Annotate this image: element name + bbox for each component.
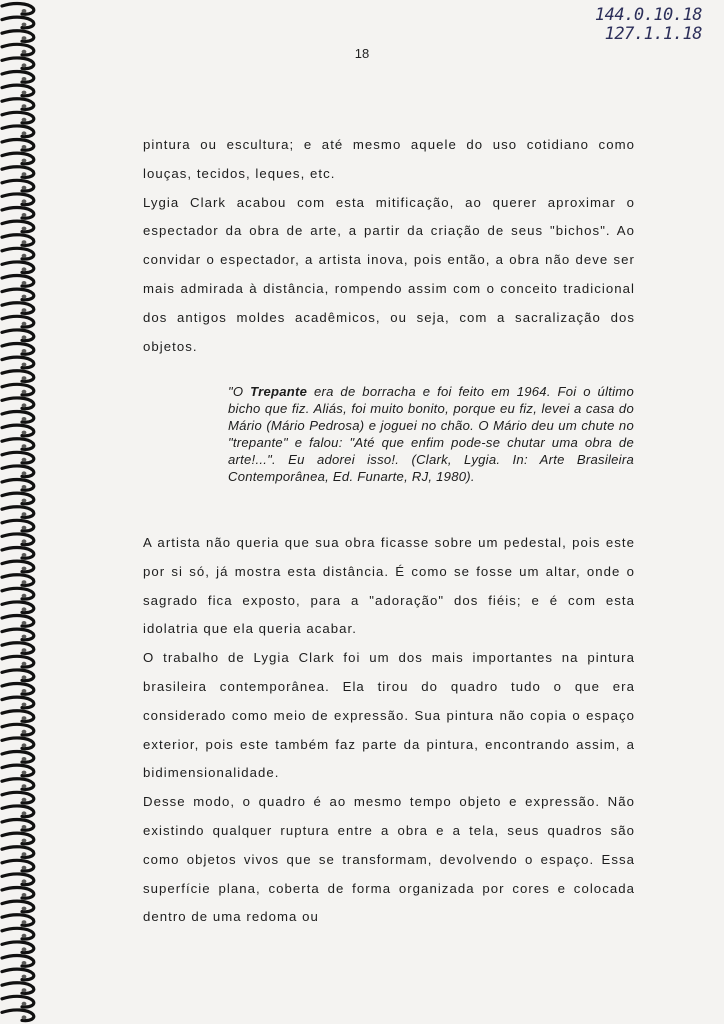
binding-hole <box>22 526 27 530</box>
binding-hole <box>22 635 27 639</box>
paragraph: Lygia Clark acabou com esta mitificação, ao querer aproximar o espectador da obra de arte, a partir da criação de seus "bichos". Ao convidar o espectador, a artista inova, pois então, a obra não deve ser mais admirada à distância, rompendo assim com o conceito tradicional dos antigos moldes acadêmicos, ou seja, com a sacralização dos objetos. <box>143 194 635 354</box>
binding-hole <box>22 471 27 475</box>
coil-loop <box>2 480 34 491</box>
coil-loop <box>2 901 34 912</box>
spiral-binding <box>0 0 40 1024</box>
coil-loop <box>2 738 34 749</box>
coil-loop <box>2 167 34 178</box>
coil-loop <box>2 874 34 885</box>
coil-loop <box>2 616 34 627</box>
binding-hole <box>22 227 27 231</box>
coil-loop <box>2 17 34 28</box>
binding-hole <box>22 267 27 271</box>
block-quote <box>228 383 634 486</box>
coil-loop <box>2 289 34 300</box>
binding-hole <box>22 23 27 27</box>
binding-hole <box>22 485 27 489</box>
coil-loop <box>2 575 34 586</box>
coil-loop <box>2 888 34 899</box>
binding-hole <box>22 104 27 108</box>
coil-loop <box>2 4 34 15</box>
binding-hole <box>22 91 27 95</box>
coil-loop <box>2 643 34 654</box>
coil-loop <box>2 72 34 83</box>
binding-hole <box>22 77 27 81</box>
coil-loop <box>2 520 34 531</box>
binding-hole <box>22 376 27 380</box>
page-number: 18 <box>354 46 370 61</box>
binding-hole <box>22 322 27 326</box>
binding-hole <box>22 295 27 299</box>
binding-hole <box>22 213 27 217</box>
binding-hole <box>22 240 27 244</box>
coil-loop <box>2 996 34 1007</box>
binding-hole <box>22 961 27 965</box>
coil-loop <box>2 670 34 681</box>
binding-hole <box>22 417 27 421</box>
binding-hole <box>22 281 27 285</box>
binding-hole <box>22 63 27 67</box>
coil-loop <box>2 534 34 545</box>
coil-loop <box>2 765 34 776</box>
coil-loop <box>2 425 34 436</box>
binding-hole <box>22 9 27 13</box>
binding-hole <box>22 784 27 788</box>
paragraph: Desse modo, o quadro é ao mesmo tempo objeto e expressão. Não existindo qualquer ruptura entre a obra e a tela, seus quadros são como objetos vivos que se transformam, devolvendo o espaço. Essa superfície plana, coberta de forma organizada por cores e colocada dentro de uma redoma ou <box>143 794 635 925</box>
coil-loop <box>2 344 34 355</box>
coil-loop <box>2 1010 34 1021</box>
binding-hole <box>22 118 27 122</box>
binding-hole <box>22 499 27 503</box>
coil-loop <box>2 194 34 205</box>
quote-bold-term: Trepante <box>250 384 308 399</box>
coil-loop <box>2 684 34 695</box>
coil-loop <box>2 398 34 409</box>
coil-loop <box>2 806 34 817</box>
coil-loop <box>2 779 34 790</box>
coil-loop <box>2 248 34 259</box>
binding-hole <box>22 920 27 924</box>
coil-loop <box>2 847 34 858</box>
binding-hole <box>22 199 27 203</box>
quote-text: era de borracha e foi feito em 1964. Foi o último bicho que fiz. Aliás, foi muito bonito, porque eu fiz, levei a casa do Mário (Mário Pedrosa) e joguei no chão. O Mário deu um chute no "trepante" e falou: "Até que enfim pode-se chutar uma obra de arte!...". Eu adorei isso!. (Clark, Lygia. In: Arte Brasileira Contemporânea, Ed. Funarte, RJ, 1980). <box>228 384 634 485</box>
binding-hole <box>22 798 27 802</box>
coil-loop <box>2 153 34 164</box>
binding-hole <box>22 186 27 190</box>
binding-hole <box>22 893 27 897</box>
coil-loop <box>2 316 34 327</box>
binding-hole <box>22 825 27 829</box>
binding-hole <box>22 36 27 40</box>
binding-hole <box>22 947 27 951</box>
quote-open: "O <box>228 384 251 399</box>
binding-hole <box>22 621 27 625</box>
coil-loop <box>2 412 34 423</box>
coil-loop <box>2 452 34 463</box>
annotation-line-2: 127.1.1.18 <box>604 24 702 44</box>
binding-hole <box>22 580 27 584</box>
binding-hole <box>22 988 27 992</box>
binding-hole <box>22 444 27 448</box>
binding-hole <box>22 662 27 666</box>
coil-loop <box>2 711 34 722</box>
coil-loop <box>2 235 34 246</box>
binding-hole <box>22 648 27 652</box>
coil-loop <box>2 629 34 640</box>
coil-loop <box>2 303 34 314</box>
binding-hole <box>22 159 27 163</box>
coil-loop <box>2 942 34 953</box>
paragraph: A artista não queria que sua obra ficasse sobre um pedestal, pois este por si só, já mostra esta distância. É como se fosse um altar, onde o sagrado fica exposto, para a "adoração" dos fiéis; e é com esta idolatria que ela queria acabar. <box>143 535 635 637</box>
coil-loop <box>2 180 34 191</box>
binding-hole <box>22 349 27 353</box>
coil-loop <box>2 276 34 287</box>
coil-loop <box>2 507 34 518</box>
coil-loop <box>2 140 34 151</box>
coil-loop <box>2 956 34 967</box>
binding-hole <box>22 131 27 135</box>
coil-loop <box>2 208 34 219</box>
coil-loop <box>2 602 34 613</box>
binding-hole <box>22 743 27 747</box>
binding-hole <box>22 512 27 516</box>
binding-hole <box>22 594 27 598</box>
paragraph: pintura ou escultura; e até mesmo aquele do uso cotidiano como louças, tecidos, leques, etc. <box>143 137 635 181</box>
binding-hole <box>22 675 27 679</box>
coil-loop <box>2 915 34 926</box>
paragraph: O trabalho de Lygia Clark foi um dos mais importantes na pintura brasileira contemporânea. Ela tirou do quadro tudo o que era considerado como meio de expressão. Sua pintura não copia o espaço exterior, pois este também faz parte da pintura, encontrando assim, a bidimensionalidade. <box>143 650 635 781</box>
binding-hole <box>22 308 27 312</box>
coil-loop <box>2 126 34 137</box>
binding-hole <box>22 730 27 734</box>
binding-hole <box>22 1002 27 1006</box>
coil-loop <box>2 656 34 667</box>
binding-hole <box>22 852 27 856</box>
coil-loop <box>2 357 34 368</box>
coil-loop <box>2 820 34 831</box>
coil-loop <box>2 262 34 273</box>
coil-loop <box>2 439 34 450</box>
coil-loop <box>2 724 34 735</box>
handwritten-annotation <box>592 6 702 44</box>
binding-hole <box>22 771 27 775</box>
coil-loop <box>2 833 34 844</box>
coil-loop <box>2 99 34 110</box>
coil-loop <box>2 752 34 763</box>
coil-loop <box>2 588 34 599</box>
coil-loop <box>2 85 34 96</box>
coil-loop <box>2 983 34 994</box>
spiral-coil-graphic <box>0 0 40 1024</box>
binding-hole <box>22 363 27 367</box>
body-text-top <box>143 131 635 361</box>
coil-loop <box>2 928 34 939</box>
annotation-line-1: 144.0.10.18 <box>594 5 702 25</box>
binding-hole <box>22 811 27 815</box>
binding-hole <box>22 403 27 407</box>
binding-hole <box>22 1015 27 1019</box>
coil-loop <box>2 561 34 572</box>
binding-hole <box>22 716 27 720</box>
binding-hole <box>22 879 27 883</box>
binding-hole <box>22 335 27 339</box>
binding-hole <box>22 390 27 394</box>
coil-loop <box>2 860 34 871</box>
coil-loop <box>2 493 34 504</box>
binding-hole <box>22 689 27 693</box>
binding-hole <box>22 934 27 938</box>
binding-hole <box>22 458 27 462</box>
coil-loop <box>2 31 34 42</box>
binding-hole <box>22 254 27 258</box>
binding-hole <box>22 839 27 843</box>
coil-loop <box>2 384 34 395</box>
binding-hole <box>22 757 27 761</box>
coil-loop <box>2 112 34 123</box>
binding-hole <box>22 607 27 611</box>
coil-loop <box>2 548 34 559</box>
coil-loop <box>2 221 34 232</box>
binding-hole <box>22 567 27 571</box>
coil-loop <box>2 697 34 708</box>
binding-hole <box>22 431 27 435</box>
coil-loop <box>2 330 34 341</box>
binding-hole <box>22 145 27 149</box>
coil-loop <box>2 371 34 382</box>
body-text-bottom <box>143 529 635 932</box>
binding-hole <box>22 866 27 870</box>
binding-hole <box>22 907 27 911</box>
coil-loop <box>2 969 34 980</box>
coil-loop <box>2 466 34 477</box>
binding-hole <box>22 703 27 707</box>
binding-hole <box>22 539 27 543</box>
binding-hole <box>22 172 27 176</box>
binding-hole <box>22 553 27 557</box>
binding-hole <box>22 975 27 979</box>
coil-loop <box>2 792 34 803</box>
